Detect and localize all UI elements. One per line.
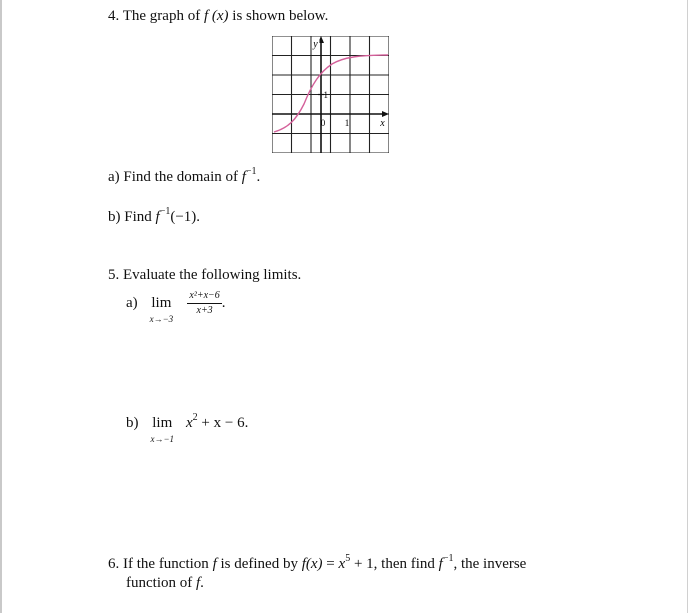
q4a-label: a) (108, 169, 120, 185)
q5-number: 5. (108, 267, 120, 283)
q5a-denominator: x+3 (196, 305, 213, 317)
y-tick-label: 1 (323, 90, 328, 100)
q6-text-b: is defined by (216, 556, 302, 572)
q5a-lim-sub: x→−3 (149, 314, 174, 324)
q4a-func: f (241, 169, 246, 185)
q4b-arg: (−1) (170, 209, 197, 225)
q4b-func: f (155, 209, 160, 225)
q6-sup5: 5 (345, 553, 351, 564)
page-right-edge (687, 0, 688, 613)
page-left-edge (0, 0, 2, 613)
q6-x: x (338, 556, 346, 572)
q5-prompt (108, 266, 301, 284)
q6-text-a: If the function (123, 556, 213, 572)
q6-number: 6. (108, 556, 120, 572)
q5b-expr-rest: + x − 6. (197, 415, 249, 431)
q5-text: Evaluate the following limits. (123, 267, 302, 283)
q5b (126, 412, 249, 444)
q5b-expr-x: x (186, 415, 193, 431)
q6-line2 (126, 574, 204, 592)
q6-sup-inverse: −1 (442, 553, 454, 564)
q4a (108, 168, 260, 186)
q4-number: 4. (108, 8, 120, 24)
q4a-sup: −1 (245, 166, 257, 177)
q6-fx: f(x) (301, 556, 323, 572)
q6-text-e: , the inverse (453, 556, 527, 572)
y-axis-label: y (313, 39, 318, 50)
q5a-limit (141, 290, 181, 324)
x-axis-label: x (380, 118, 385, 129)
q4b-label: b) (108, 209, 121, 225)
origin-label: 0 (320, 118, 326, 128)
q4a-text: Find the domain of (123, 169, 242, 185)
x-tick-label: 1 (344, 118, 350, 128)
q4-text-pre: The graph of (122, 8, 204, 24)
function-graph (272, 36, 389, 153)
q4-fx: f (x) (203, 8, 229, 24)
q5a-label: a) (126, 295, 138, 311)
q6-line2-text: function of (126, 575, 196, 591)
q5a-numerator: x²+x−6 (187, 290, 221, 304)
q5b-lim-word: lim (152, 415, 173, 431)
q5a-end: . (221, 295, 226, 311)
q4b-sup: −1 (159, 206, 171, 217)
q5b-expr-sup: 2 (192, 412, 198, 423)
q4b-end: . (196, 209, 201, 225)
q5b-lim-sub: x→−1 (150, 434, 175, 444)
q6-line2-f: f (195, 575, 201, 591)
q6-f: f (212, 556, 217, 572)
grid-lines (272, 36, 389, 153)
q5b-limit (142, 414, 182, 444)
x-axis-arrow (382, 111, 389, 117)
q5a-lim-word: lim (151, 295, 172, 311)
q6-line2-end: . (200, 575, 204, 591)
q5b-label: b) (126, 415, 139, 431)
q4-prompt (108, 7, 328, 25)
q5a-fraction (187, 290, 221, 317)
q5a (126, 290, 226, 324)
q4-text-post: is shown below. (228, 8, 329, 24)
q6-equals: = (322, 556, 339, 572)
q4b-text: Find (124, 209, 156, 225)
q4b (108, 208, 200, 226)
q6-line1 (108, 555, 526, 573)
q6-text-d: + 1, then find (350, 556, 439, 572)
q4a-end: . (256, 169, 261, 185)
q6-f-inverse: f (438, 556, 443, 572)
